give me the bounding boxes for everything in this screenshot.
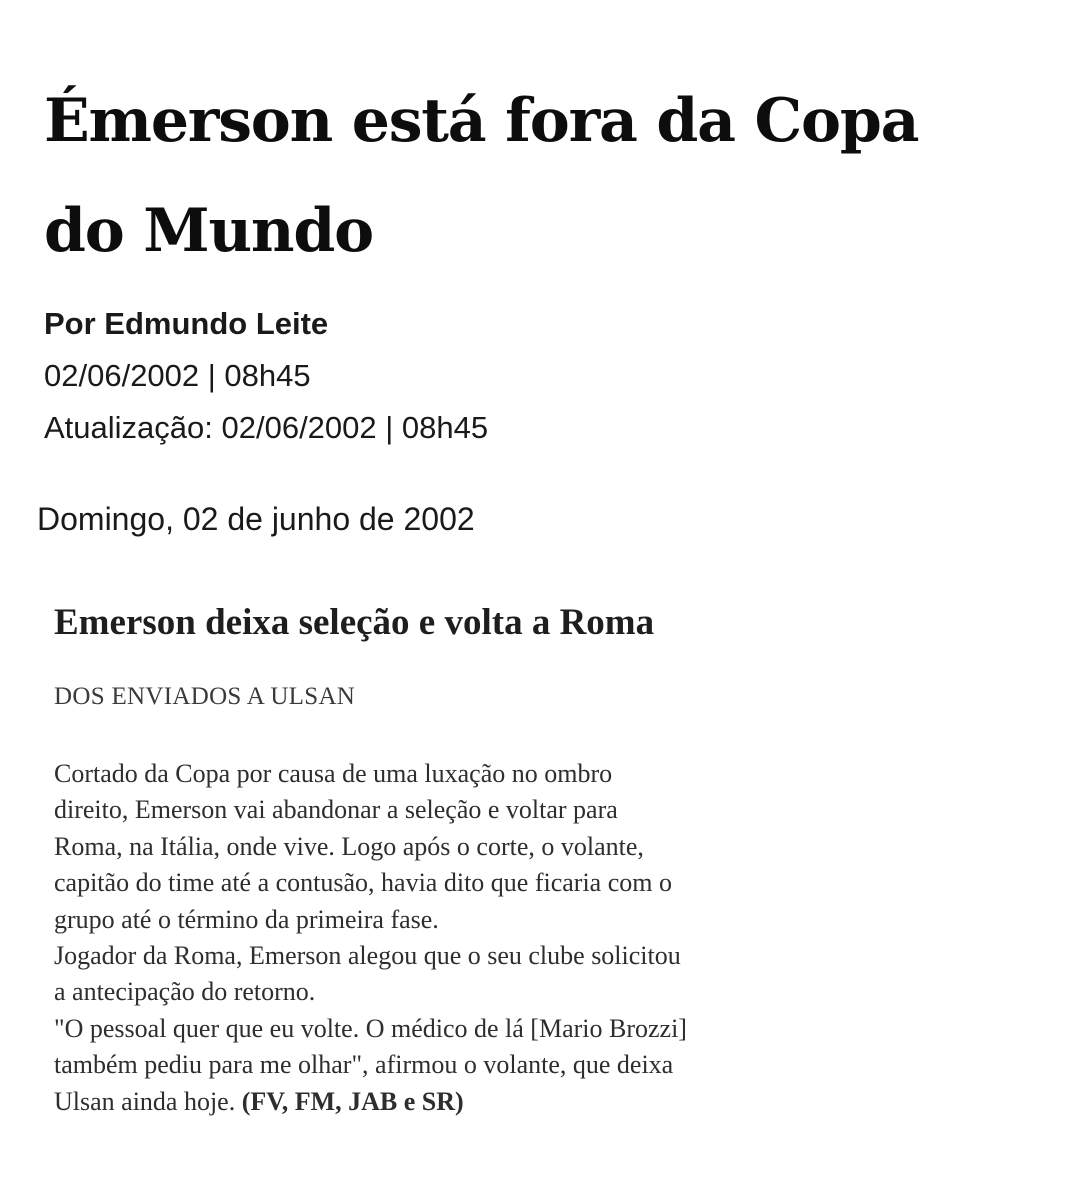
clipping-title: Emerson deixa seleção e volta a Roma: [54, 602, 655, 643]
publish-timestamp: 02/06/2002 | 08h45: [44, 358, 311, 393]
body-line: Roma, na Itália, onde vive. Logo após o corte, o volante,: [54, 831, 644, 861]
article-headline: [44, 66, 1034, 286]
body-line: direito, Emerson vai abandonar a seleção e voltar para: [54, 795, 618, 825]
body-line-text: Ulsan ainda hoje.: [54, 1086, 236, 1116]
body-line: Jogador da Roma, Emerson alegou que o seu clube solicitou: [54, 941, 681, 971]
clipping-dateline: Domingo, 02 de junho de 2002: [37, 501, 475, 537]
newspaper-clipping: [54, 598, 854, 1120]
body-line: capitão do time até a contusão, havia dito que ficaria com o: [54, 868, 672, 898]
clipping-source: DOS ENVIADOS A ULSAN: [54, 683, 356, 710]
article-meta: [44, 298, 488, 454]
author-byline: Por Edmundo Leite: [44, 306, 329, 341]
update-timestamp: Atualização: 02/06/2002 | 08h45: [44, 410, 489, 445]
body-line: Cortado da Copa por causa de uma luxação no ombro: [54, 759, 613, 788]
reporter-credit: (FV, FM, JAB e SR): [241, 1086, 464, 1116]
body-line: grupo até o término da primeira fase.: [54, 904, 439, 934]
headline-line-2: do Mundo: [44, 196, 373, 266]
body-line: "O pessoal quer que eu volte. O médico de lá [Mario Brozzi]: [54, 1013, 687, 1043]
body-line: a antecipação do retorno.: [54, 977, 316, 1007]
headline-line-1: Émerson está fora da Copa: [44, 86, 919, 156]
body-line: também pediu para me olhar", afirmou o volante, que deixa: [54, 1050, 674, 1080]
body-last-line: [54, 1084, 854, 1120]
clipping-body: [54, 756, 854, 1120]
